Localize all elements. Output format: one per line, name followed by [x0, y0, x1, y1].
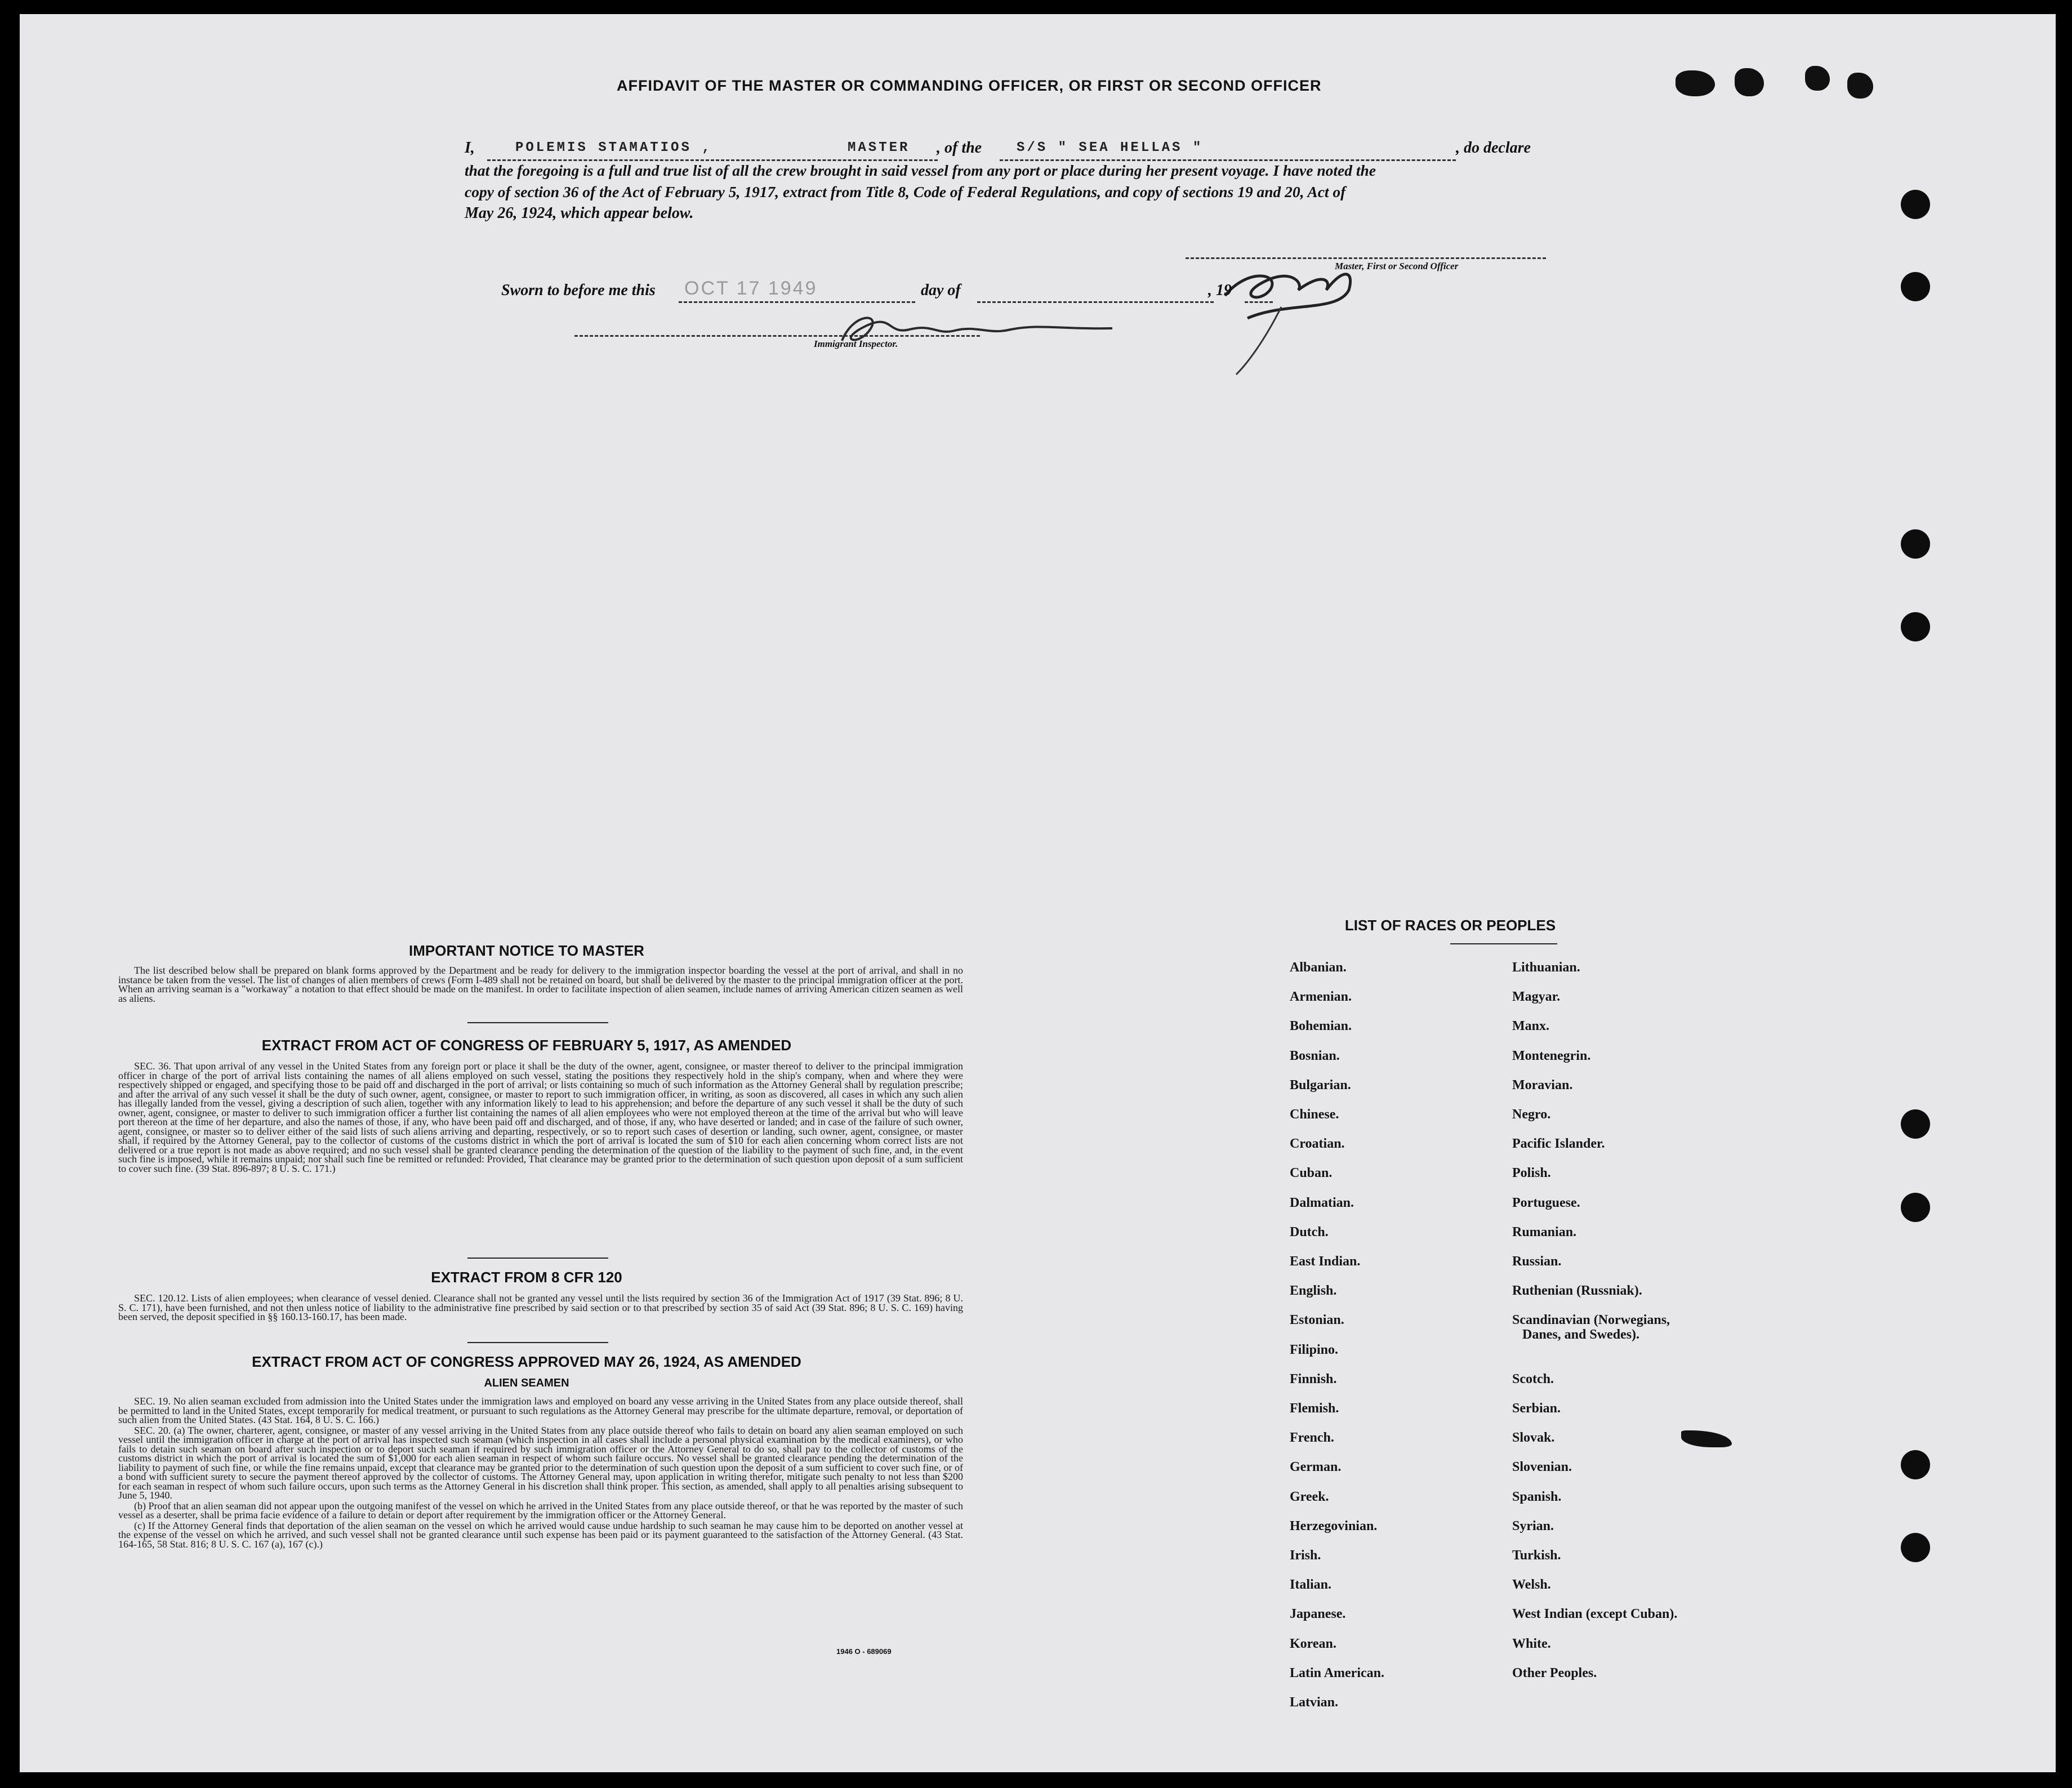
- race-item: Danes, and Swedes).: [1522, 1327, 1640, 1343]
- document-page: [20, 14, 2056, 1772]
- race-item: Serbian.: [1512, 1401, 1561, 1416]
- day-of-text: day of: [921, 282, 961, 299]
- divider: [467, 1022, 608, 1023]
- race-item: Irish.: [1290, 1548, 1321, 1563]
- extract-1917-text: [118, 1062, 963, 1174]
- affidavit-line-4: May 26, 1924, which appear below.: [465, 204, 694, 222]
- race-item: Italian.: [1290, 1577, 1332, 1593]
- ink-smear: [1676, 70, 1715, 96]
- punch-hole: [1901, 1193, 1930, 1222]
- race-item: Scandinavian (Norwegians,: [1512, 1313, 1670, 1328]
- punch-hole: [1901, 190, 1930, 219]
- race-item: Flemish.: [1290, 1401, 1339, 1416]
- race-item: Polish.: [1512, 1166, 1551, 1181]
- extract-1924-text: [118, 1397, 963, 1550]
- race-item: English.: [1290, 1283, 1337, 1299]
- race-item: Greek.: [1290, 1489, 1329, 1504]
- affidavit-prefix: I,: [465, 139, 475, 157]
- sec-120-paragraph: SEC. 120.12. Lists of alien employees; when clearance of vessel denied. Clearance shall not be granted any vessel until the lists required by section 36 of the Immigration Act of 1917 (39 Stat. 896; 8 U. S. C. 171), have been furnished, and not then unless notice of liability to the administrative fine prescribed by said section or to that prescribed by section 35 of said Act (39 Stat. 896; 8 U. S. C. 169) having been served, the deposit specified in §§ 160.13-160.17, has been made.: [118, 1292, 963, 1322]
- race-item: Magyar.: [1512, 989, 1561, 1005]
- race-item: Japanese.: [1290, 1607, 1346, 1622]
- race-item: Welsh.: [1512, 1577, 1551, 1593]
- punch-hole: [1901, 1533, 1930, 1562]
- sec-20b-paragraph: (b) Proof that an alien seaman did not appear upon the outgoing manifest of the vessel on which he arrived in the United States from any place outside thereof, or that he was reported by the master of such vessel as a deserter, shall be prima facie evidence of a failure to detain or deport after requirement by the immigration officer or the Attorney General.: [118, 1500, 963, 1521]
- race-item: Chinese.: [1290, 1107, 1339, 1122]
- ink-smear: [1847, 73, 1873, 99]
- race-item: German.: [1290, 1460, 1342, 1475]
- race-item: Latin American.: [1290, 1665, 1384, 1680]
- race-item: Syrian.: [1512, 1518, 1554, 1533]
- of-the-text: , of the: [937, 139, 982, 157]
- race-item: White.: [1512, 1636, 1551, 1651]
- race-item: Spanish.: [1512, 1489, 1562, 1504]
- master-name: POLEMIS STAMATIOS ,: [515, 140, 712, 155]
- master-signature: [1214, 206, 1394, 386]
- race-item: Bohemian.: [1290, 1019, 1352, 1034]
- race-item: Slovak.: [1512, 1430, 1555, 1446]
- race-item: Ruthenian (Russniak).: [1512, 1283, 1642, 1299]
- extract-cfr-text: [118, 1294, 963, 1323]
- race-item: Manx.: [1512, 1019, 1549, 1034]
- race-item: Negro.: [1512, 1107, 1551, 1122]
- race-item: Croatian.: [1290, 1136, 1345, 1152]
- notice-heading: IMPORTANT NOTICE TO MASTER: [409, 942, 644, 959]
- ink-smear: [1681, 1430, 1732, 1447]
- punch-hole: [1901, 1109, 1930, 1139]
- race-item: Other Peoples.: [1512, 1665, 1597, 1680]
- race-item: Pacific Islander.: [1512, 1136, 1605, 1152]
- sec-20a-paragraph: SEC. 20. (a) The owner, charterer, agent, consignee, or master of any vessel arriving in the United States from any place outside thereof who fails to detain on board any alien seaman employed on such vessel until the immigration officer in charge at the port of arrival has inspected such seaman (which inspection in all cases shall include a personal physical examination by the medical examiners), or who fails to detain such seaman on board after such inspection or to deport such seaman if required by such immigration officer or the Attorney General to do so, shall pay to the collector of customs of the customs district in which the port of arrival is located the sum of $1,000 for each alien seaman in respect of whom such failure occurs. No vessel shall be granted clearance pending the determination of the liability to payment of such fine, or while the fine remains unpaid, except that clearance may be granted prior to the determination of such question upon the deposit of a sum sufficient to cover such fine, or of a bond with sufficient surety to secure the payment thereof approved by the collector of customs. The Attorney General may, upon application in writing therefor, mitigate such penalty to not less than $200 for each seaman in respect of whom such failure occurs, upon such terms as the Attorney General in his discretion shall think proper. This section, as amended, shall apply to all penalties arising subsequent to June 5, 1940.: [118, 1424, 963, 1501]
- affidavit-line-2: that the foregoing is a full and true list of all the crew brought in said vessel from any port or place during her present voyage. I have noted the: [465, 162, 1376, 179]
- race-item: Scotch.: [1512, 1371, 1554, 1386]
- race-item: Russian.: [1512, 1254, 1562, 1269]
- race-item: French.: [1290, 1430, 1334, 1446]
- race-item: Finnish.: [1290, 1371, 1337, 1386]
- race-item: Korean.: [1290, 1636, 1336, 1651]
- race-item: Cuban.: [1290, 1166, 1333, 1181]
- name-field-line: [487, 159, 938, 161]
- race-item: Montenegrin.: [1512, 1048, 1591, 1063]
- race-item: West Indian (except Cuban).: [1512, 1607, 1678, 1622]
- race-item: Dalmatian.: [1290, 1195, 1354, 1210]
- race-item: Moravian.: [1512, 1077, 1573, 1093]
- punch-hole: [1901, 1450, 1930, 1479]
- race-item: Bosnian.: [1290, 1048, 1340, 1063]
- punch-hole: [1901, 529, 1930, 559]
- race-item: Albanian.: [1290, 960, 1347, 975]
- sworn-prefix: Sworn to before me this: [501, 282, 656, 299]
- race-item: Dutch.: [1290, 1224, 1329, 1239]
- punch-hole: [1901, 272, 1930, 301]
- extract-1917-heading: EXTRACT FROM ACT OF CONGRESS OF FEBRUARY 5, 1917, AS AMENDED: [261, 1037, 792, 1054]
- vessel-name: S/S " SEA HELLAS ": [1017, 140, 1204, 155]
- notice-paragraph: The list described below shall be prepared on blank forms approved by the Department and be ready for delivery to the immigration inspector boarding the vessel at the port of arrival, and shall in no instance be taken from the vessel. The list of changes of alien members of crews (Form I-489 shall not be retained on board, but shall be delivered by the master to the principal immigration officer at the port. When an arriving seaman is a "workaway" a notation to that effect should be made on the manifest. In order to facilitate inspection of alien seamen, include names of arriving American citizen seamen as well as aliens.: [118, 965, 963, 1004]
- inspector-label: Immigrant Inspector.: [814, 338, 898, 349]
- race-item: Latvian.: [1290, 1695, 1339, 1710]
- punch-hole: [1901, 612, 1930, 641]
- race-item: Lithuanian.: [1512, 960, 1580, 975]
- affidavit-title: AFFIDAVIT OF THE MASTER OR COMMANDING OFFICER, OR FIRST OR SECOND OFFICER: [617, 77, 1322, 94]
- ink-smear: [1805, 66, 1830, 91]
- sec-19-paragraph: SEC. 19. No alien seaman excluded from admission into the United States under the immigration laws and employed on board any vesse arriving in the United States from any place outside thereof, shall be permitted to land in the United States, except temporarily for medical treatment, or pursuant to such regulations as the Attorney General may prescribe for the ultimate departure, removal, or deportation of such alien from the United States. (43 Stat. 164, 8 U. S. C. 166.): [118, 1395, 963, 1425]
- print-code: 1946 O - 689069: [836, 1647, 892, 1656]
- race-item: East Indian.: [1290, 1254, 1361, 1269]
- race-item: Turkish.: [1512, 1548, 1561, 1563]
- affidavit-line-3: copy of section 36 of the Act of February 5, 1917, extract from Title 8, Code of Federal Regulations, and copy of sections 19 and 20, Act of: [465, 183, 1346, 200]
- divider: [1450, 943, 1557, 944]
- divider: [467, 1258, 608, 1259]
- race-item: Portuguese.: [1512, 1195, 1580, 1210]
- races-heading: LIST OF RACES OR PEOPLES: [1344, 917, 1556, 934]
- master-position: MASTER: [848, 140, 910, 155]
- sec-36-paragraph: SEC. 36. That upon arrival of any vessel in the United States from any foreign port or place it shall be the duty of the owner, agent, consignee, or master thereof to deliver to the principal immigration officer in charge of the port of arrival lists containing the names of all aliens employed on such vessel, stating the positions they respectively hold in the ship's company, when and where they were respectively shipped or engaged, and specifying those to be paid off and discharged in the port of arrival; or lists containing so much of such information as the Attorney General shall by regulation prescribe; and after the arrival of any such vessel it shall be the duty of such owner, agent, consignee, or master to report to such immigration officer, in writing, as soon as discovered, all cases in which any such alien has illegally landed from the vessel, giving a description of such alien, together with any information likely to lead to his apprehension; and before the departure of any such vessel it shall be the duty of such owner, agent, consignee, or master to deliver to such immigration officer a further list containing the names of all alien employees who were not employed thereon at the time of the arrival but who will leave port thereon at the time of her departure, and also the names of those, if any, who have been paid off and discharged, and of those, if any, who have deserted or landed; and in case of the failure of such owner, agent, consignee, or master so to deliver either of the said lists of such aliens arriving and departing, respectively, or so to report such cases of desertion or landing, such owner, agent, consignee, or master shall, if required by the Attorney General, pay to the collector of customs of the customs district in which the port of arrival is located the sum of $10 for each alien concerning whom correct lists are not delivered or a true report is not made as above required; and no such vessel shall be granted clearance pending the determination of the question of the liability to the payment of such fine, and, in the event such fine is imposed, while it remains unpaid; nor shall such fine be remitted or refunded: Provided, That clearance may be granted prior to the determination of such question upon deposit of a sum sufficient to cover such fine. (39 Stat. 896-897; 8 U. S. C. 171.): [118, 1060, 963, 1174]
- master-label: Master, First or Second Officer: [1335, 261, 1459, 271]
- extract-cfr-heading: EXTRACT FROM 8 CFR 120: [431, 1269, 622, 1286]
- race-item: Estonian.: [1290, 1313, 1344, 1328]
- race-item: Filipino.: [1290, 1342, 1339, 1357]
- race-item: Armenian.: [1290, 989, 1352, 1005]
- extract-1924-heading: EXTRACT FROM ACT OF CONGRESS APPROVED MAY 26, 1924, AS AMENDED: [252, 1353, 801, 1370]
- notice-text: [118, 966, 963, 1004]
- race-item: Bulgarian.: [1290, 1077, 1351, 1093]
- race-item: Herzegovinian.: [1290, 1518, 1378, 1533]
- vessel-field-line: [1000, 159, 1456, 161]
- year-prefix: , 19: [1208, 282, 1232, 299]
- alien-seamen-subheading: ALIEN SEAMEN: [484, 1377, 569, 1389]
- declare-text: , do declare: [1456, 139, 1531, 157]
- ink-smear: [1735, 68, 1764, 96]
- race-item: Slovenian.: [1512, 1460, 1572, 1475]
- sworn-date-stamp: OCT 17 1949: [684, 278, 818, 299]
- race-item: Rumanian.: [1512, 1224, 1577, 1239]
- sec-20c-paragraph: (c) If the Attorney General finds that deportation of the alien seaman on the vessel on which he arrived would cause undue hardship to such seaman he may cause him to be deported on another vessel at the expense of the vessel on which he arrived, and such vessel shall not be granted clearance until such expense has been paid or its payment guaranteed to the satisfaction of the Attorney General. (43 Stat. 164-165, 58 Stat. 816; 8 U. S. C. 167 (a), 167 (c).): [118, 1519, 963, 1550]
- divider: [467, 1342, 608, 1343]
- year-line: [1245, 301, 1273, 303]
